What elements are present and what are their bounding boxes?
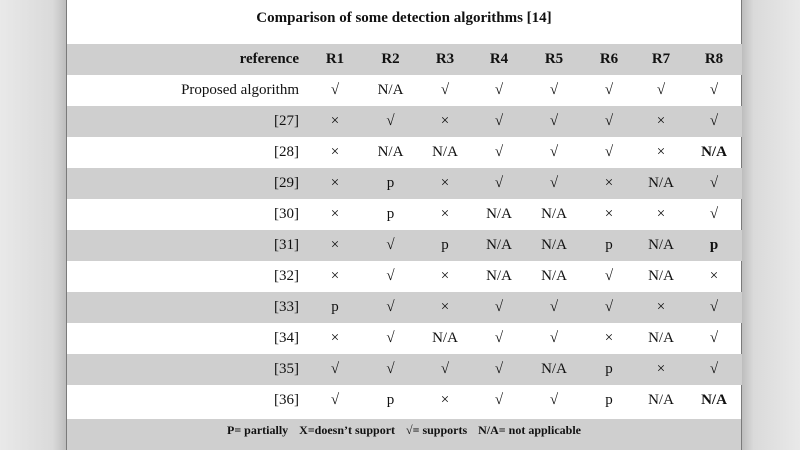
- header-cell: R6: [582, 44, 636, 75]
- reference-cell: [35]: [67, 354, 307, 385]
- table-cell: ×: [709, 268, 719, 284]
- table-cell: √: [686, 292, 742, 323]
- header-cell: R5: [526, 44, 582, 75]
- table-cell: ×: [604, 206, 614, 222]
- table-title: Comparison of some detection algorithms [14]: [256, 10, 552, 26]
- header-cell: reference: [67, 44, 307, 75]
- table-cell: N/A: [377, 144, 404, 160]
- table-cell: N/A: [701, 144, 727, 160]
- table-cell: N/A: [541, 206, 567, 222]
- table-cell: √: [418, 354, 472, 385]
- table-cell: p: [582, 354, 636, 385]
- header-cell: R1: [307, 44, 363, 75]
- table-cell: √: [604, 268, 614, 284]
- reference-cell: [31]: [67, 230, 307, 261]
- table-cell: p: [307, 292, 363, 323]
- table-cell: √: [656, 82, 666, 98]
- table-cell: ×: [330, 206, 340, 222]
- table-cell: √: [472, 106, 526, 137]
- reference-cell: [28]: [274, 144, 299, 160]
- table-cell: N/A: [486, 206, 512, 222]
- table-cell: ×: [582, 168, 636, 199]
- table-row: [67, 75, 742, 106]
- table-cell: ×: [636, 292, 686, 323]
- table-cell: √: [363, 106, 418, 137]
- table-cell: √: [549, 392, 559, 408]
- table-cell: ×: [440, 268, 450, 284]
- table-cell: √: [686, 168, 742, 199]
- table-cell: √: [709, 206, 719, 222]
- table-cell: ×: [330, 268, 340, 284]
- table-cell: ×: [604, 330, 614, 346]
- table-cell: N/A: [541, 268, 567, 284]
- reference-cell: Proposed algorithm: [181, 82, 299, 98]
- table-cell: √: [330, 82, 340, 98]
- table-row: [67, 261, 742, 292]
- table-cell: √: [472, 354, 526, 385]
- table-cell: ×: [307, 230, 363, 261]
- table-cell: p: [386, 206, 395, 222]
- table-cell: √: [526, 292, 582, 323]
- table-cell: √: [494, 392, 504, 408]
- table-cell: √: [494, 144, 504, 160]
- table-cell: N/A: [472, 230, 526, 261]
- table-cell: √: [472, 292, 526, 323]
- table-header-row: [67, 44, 742, 75]
- reference-cell: [30]: [274, 206, 299, 222]
- table-cell: ×: [656, 206, 666, 222]
- table-cell: √: [526, 106, 582, 137]
- table-cell: √: [363, 230, 418, 261]
- legend-footer: [67, 419, 741, 450]
- table-cell: √: [549, 330, 559, 346]
- table-row: [67, 106, 742, 137]
- table-cell: N/A: [377, 82, 404, 98]
- header-cell: R4: [472, 44, 526, 75]
- table-cell: √: [604, 82, 614, 98]
- table-cell: ×: [636, 354, 686, 385]
- table-cell: √: [386, 330, 395, 346]
- header-cell: R2: [363, 44, 418, 75]
- table-cell: N/A: [526, 230, 582, 261]
- table-cell: √: [363, 292, 418, 323]
- table-cell: √: [604, 144, 614, 160]
- header-cell: R3: [418, 44, 472, 75]
- table-cell: N/A: [636, 168, 686, 199]
- reference-cell: [34]: [274, 330, 299, 346]
- table-cell: ×: [440, 392, 450, 408]
- table-row: [67, 354, 742, 385]
- table-cell: √: [363, 354, 418, 385]
- table-cell: N/A: [486, 268, 512, 284]
- table-cell: √: [686, 106, 742, 137]
- reference-cell: [29]: [67, 168, 307, 199]
- table-cell: ×: [307, 168, 363, 199]
- table-cell: p: [582, 230, 636, 261]
- reference-cell: [36]: [274, 392, 299, 408]
- comparison-table: [67, 44, 742, 416]
- table-row: [67, 168, 742, 199]
- table-cell: N/A: [432, 144, 458, 160]
- table-row: [67, 292, 742, 323]
- table-row: [67, 230, 742, 261]
- table-cell: p: [605, 392, 613, 408]
- table-cell: N/A: [648, 268, 674, 284]
- legend-not-supported: X=doesn’t support: [299, 423, 396, 437]
- legend-partial: P= partially: [227, 423, 289, 437]
- table-cell: ×: [330, 330, 340, 346]
- table-cell: √: [582, 292, 636, 323]
- table-cell: √: [494, 330, 504, 346]
- table-row: [67, 385, 742, 416]
- table-cell: p: [418, 230, 472, 261]
- table-row: [67, 199, 742, 230]
- table-cell: √: [709, 330, 719, 346]
- table-cell: ×: [636, 106, 686, 137]
- table-cell: p: [686, 230, 742, 261]
- table-cell: ×: [418, 106, 472, 137]
- table-cell: √: [686, 354, 742, 385]
- table-cell: √: [330, 392, 340, 408]
- reference-cell: [33]: [67, 292, 307, 323]
- legend-not-applicable: N/A= not applicable: [478, 423, 581, 437]
- table-cell: ×: [418, 292, 472, 323]
- table-cell: ×: [307, 106, 363, 137]
- table-cell: ×: [418, 168, 472, 199]
- table-cell: √: [549, 144, 559, 160]
- table-cell: √: [472, 168, 526, 199]
- header-cell: R7: [636, 44, 686, 75]
- legend-supports: √= supports: [406, 423, 468, 437]
- table-cell: ×: [330, 144, 340, 160]
- table-row: [67, 137, 742, 168]
- table-cell: p: [386, 392, 395, 408]
- header-cell: R8: [686, 44, 742, 75]
- table-cell: √: [582, 106, 636, 137]
- table-row: [67, 323, 742, 354]
- table-cell: √: [709, 82, 719, 98]
- page-shadow-right: [742, 0, 800, 450]
- table-cell: √: [549, 82, 559, 98]
- reference-cell: [32]: [274, 268, 299, 284]
- reference-cell: [27]: [67, 106, 307, 137]
- table-cell: ×: [656, 144, 666, 160]
- table-cell: N/A: [701, 392, 727, 408]
- table-cell: p: [363, 168, 418, 199]
- table-cell: ×: [440, 206, 450, 222]
- table-cell: √: [386, 268, 395, 284]
- table-cell: √: [494, 82, 504, 98]
- table-cell: √: [526, 168, 582, 199]
- table-cell: √: [440, 82, 450, 98]
- table-cell: N/A: [432, 330, 458, 346]
- table-cell: N/A: [648, 392, 674, 408]
- table-cell: √: [307, 354, 363, 385]
- page-shadow-left: [0, 0, 66, 450]
- table-cell: N/A: [526, 354, 582, 385]
- table-cell: N/A: [648, 330, 674, 346]
- document-page: [66, 0, 742, 450]
- table-cell: N/A: [636, 230, 686, 261]
